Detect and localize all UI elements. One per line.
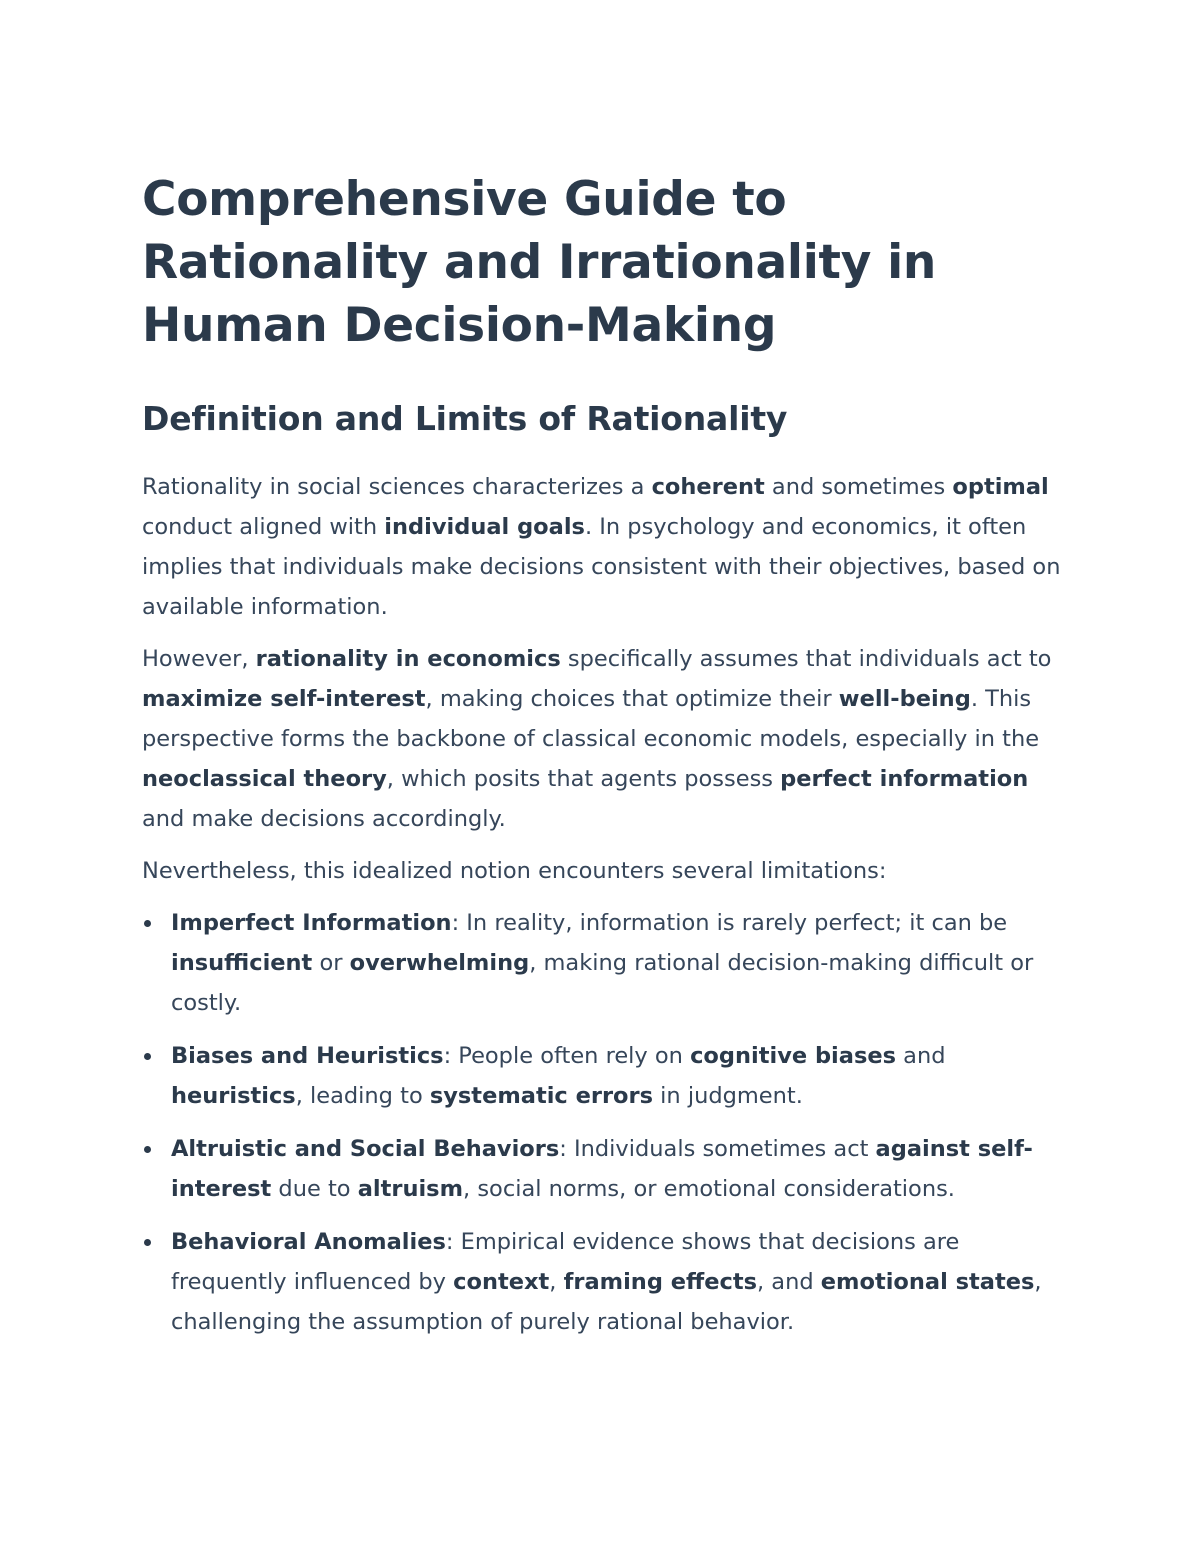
text-segment: due to: [271, 1176, 358, 1202]
emphasized-term: coherent: [651, 474, 765, 500]
list-item-altruistic-behaviors: [142, 1129, 1062, 1209]
document-page: [142, 168, 1062, 1355]
emphasized-term: emotional states: [820, 1269, 1035, 1295]
emphasized-term: framing effects: [563, 1269, 757, 1295]
text-segment: , and: [757, 1269, 821, 1295]
text-segment: or: [312, 950, 350, 976]
text-segment: : Empirical evidence shows that decisions are frequently influenced by: [171, 1229, 960, 1295]
list-item-behavioral-anomalies: [142, 1222, 1062, 1342]
emphasized-term: systematic errors: [429, 1083, 653, 1109]
bullet-icon: [144, 920, 151, 927]
emphasized-term: maximize self-interest: [142, 686, 426, 712]
emphasized-term: Behavioral Anomalies: [171, 1229, 446, 1255]
paragraph-rationality-definition: [142, 467, 1062, 627]
emphasized-term: overwhelming: [349, 950, 530, 976]
text-segment: ,: [549, 1269, 564, 1295]
text-segment: and make decisions accordingly.: [142, 806, 506, 832]
text-segment: specifically assumes that individuals act to: [560, 646, 1052, 672]
text-segment: : Individuals sometimes act: [559, 1136, 876, 1162]
page-title: Comprehensive Guide to Rationality and Irrationality in Human Decision-Making: [142, 172, 937, 353]
list-item-text: [171, 1136, 1033, 1202]
text-segment: Rationality in social sciences characterizes a: [142, 474, 652, 500]
text-segment: and: [896, 1043, 946, 1069]
emphasized-term: against self-interest: [171, 1136, 1033, 1202]
section-heading: Definition and Limits of Rationality: [142, 399, 788, 438]
emphasized-term: Imperfect Information: [171, 910, 452, 936]
text-segment: , which posits that agents possess: [386, 766, 781, 792]
emphasized-term: cognitive biases: [690, 1043, 896, 1069]
emphasized-term: rationality in economics: [255, 646, 561, 672]
emphasized-term: Biases and Heuristics: [171, 1043, 444, 1069]
text-segment: , social norms, or emotional considerations.: [463, 1176, 955, 1202]
text-segment: . In psychology and economics, it often implies that individuals make decisions consistent with their objectives, based on available information.: [142, 514, 1061, 620]
emphasized-term: optimal: [952, 474, 1049, 500]
emphasized-term: neoclassical theory: [142, 766, 387, 792]
text-segment: , making choices that optimize their: [425, 686, 839, 712]
emphasized-term: altruism: [357, 1176, 464, 1202]
emphasized-term: context: [453, 1269, 550, 1295]
text-segment: However,: [142, 646, 256, 672]
list-item-text: [171, 1043, 945, 1109]
text-segment: : People often rely on: [443, 1043, 691, 1069]
text-segment: in judgment.: [653, 1083, 803, 1109]
text-segment: and sometimes: [764, 474, 953, 500]
text-segment: Nevertheless, this idealized notion encounters several limitations:: [142, 858, 887, 884]
bullet-icon: [144, 1239, 151, 1246]
emphasized-term: insufficient: [171, 950, 313, 976]
emphasized-term: perfect information: [780, 766, 1029, 792]
emphasized-term: individual goals: [384, 514, 585, 540]
list-item-text: [171, 1229, 1042, 1335]
limitations-list: [142, 903, 1062, 1342]
emphasized-term: well-being: [838, 686, 971, 712]
text-segment: : In reality, information is rarely perfect; it can be: [451, 910, 1008, 936]
bullet-icon: [144, 1146, 151, 1153]
text-segment: , leading to: [295, 1083, 430, 1109]
emphasized-term: Altruistic and Social Behaviors: [171, 1136, 560, 1162]
emphasized-term: heuristics: [171, 1083, 296, 1109]
text-segment: , making rational decision-making difficult or costly.: [171, 950, 1034, 1016]
text-segment: , challenging the assumption of purely rational behavior.: [171, 1269, 1042, 1335]
paragraph-limitations-intro: [142, 851, 1062, 891]
list-item-text: [171, 910, 1033, 1016]
paragraph-economic-rationality: [142, 639, 1062, 839]
text-segment: . This perspective forms the backbone of classical economic models, especially in the: [142, 686, 1040, 752]
list-item-biases-heuristics: [142, 1036, 1062, 1116]
list-item-imperfect-information: [142, 903, 1062, 1023]
text-segment: conduct aligned with: [142, 514, 385, 540]
bullet-icon: [144, 1053, 151, 1060]
